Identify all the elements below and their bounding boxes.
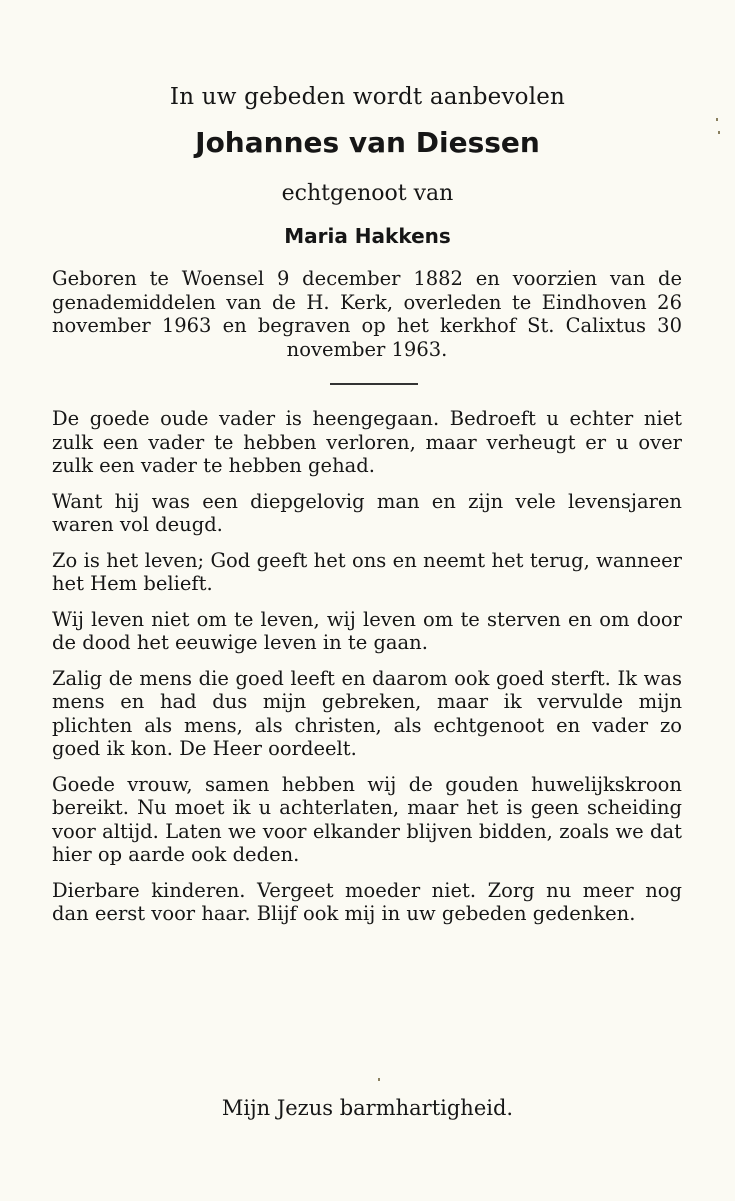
verse-paragraph: Zalig de mens die goed leeft en daarom ook goed sterft. Ik was mens en had dus mijn gebreken, maar ik vervulde mijn plichten als mens, als christen, als echtgenoot en vader zo goed ik kon. De Heer oordeelt. [52,666,682,760]
biography-paragraph: Geboren te Woensel 9 december 1882 en voorzien van de genademiddelen van de H. Kerk, overleden te Eindhoven 26 november 1963 en begraven op het kerkhof St. Calixtus 30 november 1963. [52,267,682,361]
verse-paragraph: Wij leven niet om te leven, wij leven om te sterven en om door de dood het eeuwige leven in te gaan. [52,607,682,654]
section-divider [330,383,418,385]
intro-line: In uw gebeden wordt aanbevolen [169,84,566,110]
verse-paragraph: De goede oude vader is heengegaan. Bedroeft u echter niet zulk een vader te hebben verloren, maar verheugt er u over zulk een vader te hebben gehad. [52,407,682,477]
closing-prayer: Mijn Jezus barmhartigheid. [221,1096,514,1120]
paper-speck [378,1078,380,1081]
paper-speck [716,118,718,121]
verse-paragraph: Zo is het leven; God geeft het ons en neemt het terug, wanneer het Hem belieft. [52,548,682,595]
verses-section [52,407,682,938]
verse-paragraph: Want hij was een diepgelovig man en zijn vele levensjaren waren vol deugd. [52,489,682,536]
deceased-name: Johannes van Diessen [195,126,540,159]
relation-line: echtgenoot van [281,181,454,206]
verse-paragraph: Dierbare kinderen. Vergeet moeder niet. Zorg nu meer nog dan eerst voor haar. Blijf ook mij in uw gebeden gedenken. [52,878,682,925]
spouse-name: Maria Hakkens [284,224,451,248]
verse-paragraph: Goede vrouw, samen hebben wij de gouden huwelijkskroon bereikt. Nu moet ik u achterlaten, maar het is geen scheiding voor altijd. Laten we voor elkander blijven bidden, zoals we dat hier op aarde ook deden. [52,772,682,866]
paper-speck [718,131,720,134]
